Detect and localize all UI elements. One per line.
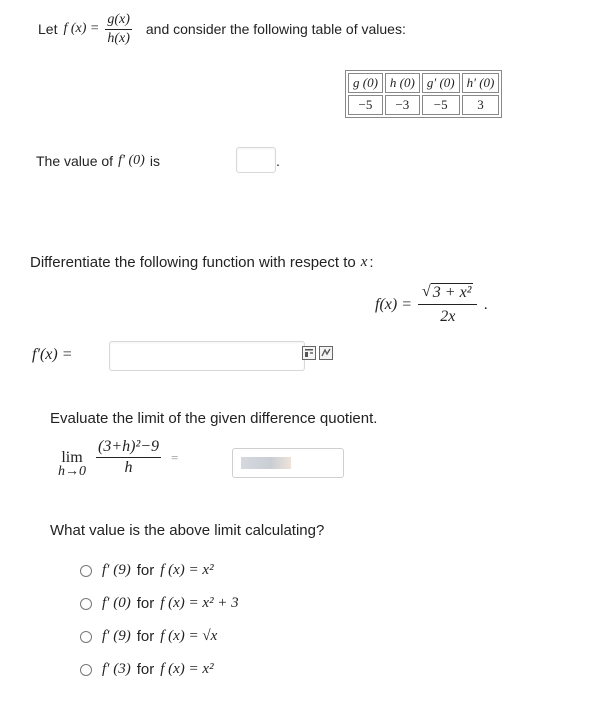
q2-colon: : (369, 254, 374, 271)
q4-option[interactable] (80, 562, 239, 579)
radio-button[interactable] (80, 664, 92, 676)
q1-f-def: f (x) = (63, 21, 100, 36)
preview-icon[interactable] (319, 346, 333, 360)
option-mid: for (136, 595, 155, 612)
table-header: g′ (0) (422, 73, 460, 93)
option-pre: f′ (9) (102, 628, 131, 644)
table-header: h (0) (385, 73, 420, 93)
table-cell: −3 (385, 95, 420, 115)
table-header: g (0) (348, 73, 383, 93)
option-pre: f′ (3) (102, 661, 131, 677)
q2-radicand: 3 + x² (432, 284, 472, 301)
q1-period: . (276, 153, 280, 169)
option-mid: for (136, 661, 155, 678)
q3-equals: = (171, 449, 179, 465)
q3-lim-sub: h→0 (58, 464, 86, 479)
values-table-header-row (348, 73, 499, 93)
q1-intro (38, 8, 406, 50)
table-cell: 3 (462, 95, 500, 115)
q2-fraction (418, 283, 477, 326)
option-pre: f′ (9) (102, 562, 131, 578)
table-cell: −5 (348, 95, 383, 115)
q4-option[interactable] (80, 595, 239, 612)
q2-answer-label: f′(x) = (32, 346, 73, 363)
values-table-value-row (348, 95, 499, 115)
q4-question: What value is the above limit calculating? (50, 522, 325, 539)
q1-answer-input[interactable] (236, 147, 276, 173)
option-mid: for (136, 628, 155, 645)
q2-instruction-row (30, 254, 374, 271)
q1-intro-suffix: and consider the following table of values: (145, 21, 406, 37)
radio-button[interactable] (80, 631, 92, 643)
option-post: f (x) = x² (160, 661, 214, 677)
q2-fraction-den: 2x (440, 308, 456, 325)
option-pre: f′ (0) (102, 595, 131, 611)
math-editor-icon[interactable] (302, 346, 316, 360)
option-post: f (x) = x² + 3 (160, 595, 239, 611)
q3-lim-block (58, 449, 86, 480)
q1-fprime0: f′ (0) (118, 153, 145, 168)
q4-option[interactable] (80, 628, 239, 645)
q2-lhs: f(x) = (375, 295, 412, 313)
q4-options (80, 562, 239, 678)
q1-is: is (149, 153, 160, 169)
q1-fraction (105, 12, 132, 47)
q2-var: x (360, 254, 368, 270)
answer-placeholder-icon (241, 457, 291, 469)
q1-fraction-num: g(x) (105, 12, 132, 30)
radio-button[interactable] (80, 565, 92, 577)
table-header: h′ (0) (462, 73, 500, 93)
q3-fraction-den: h (124, 459, 133, 476)
q3-lim: lim (61, 449, 83, 466)
q2-function (375, 283, 488, 326)
q3-fraction-num: (3+h)²−9 (96, 438, 161, 458)
values-table (345, 70, 502, 118)
q1-prompt-row (36, 148, 160, 174)
sqrt-icon: √ 3 + x² (422, 283, 472, 301)
q1-intro-prefix: Let (38, 21, 58, 37)
q1-prompt: The value of (36, 153, 114, 169)
option-post: f (x) = √x (160, 628, 218, 644)
option-post: f (x) = x² (160, 562, 214, 578)
q2-period: . (483, 295, 488, 313)
q4-option[interactable] (80, 661, 239, 678)
q2-instruction: Differentiate the following function with respect to (30, 254, 356, 271)
q3-instruction: Evaluate the limit of the given difference quotient. (50, 410, 378, 427)
q2-fraction-num (418, 283, 477, 305)
radio-button[interactable] (80, 598, 92, 610)
q3-limit-expression (58, 435, 178, 480)
table-cell: −5 (422, 95, 460, 115)
q1-fraction-den: h(x) (107, 30, 130, 46)
q2-answer-input[interactable] (109, 341, 305, 371)
q3-answer-input[interactable] (293, 453, 343, 475)
q3-fraction (96, 438, 161, 477)
q3-answer-box[interactable] (232, 448, 344, 478)
option-mid: for (136, 562, 155, 579)
